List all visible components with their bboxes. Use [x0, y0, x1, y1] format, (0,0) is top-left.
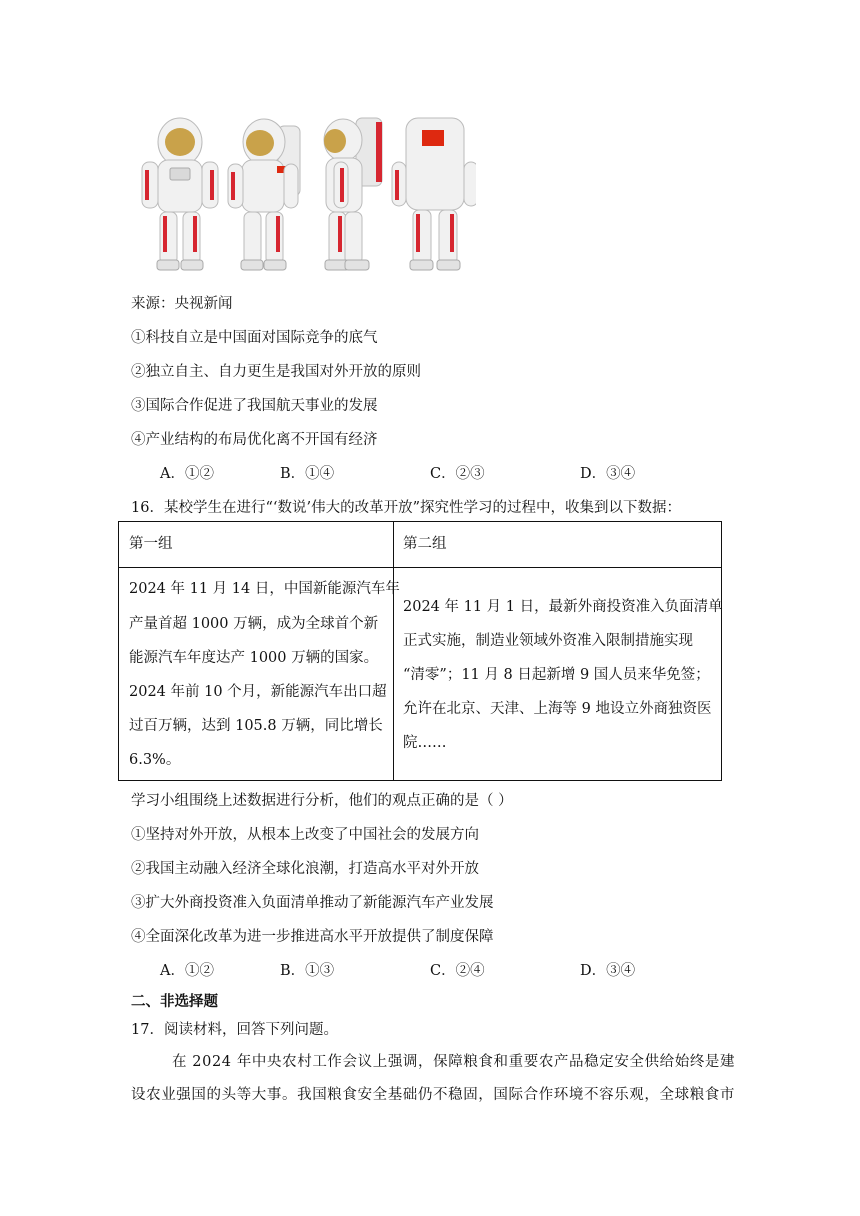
- q17-stem: 17．阅读材料，回答下列问题。: [131, 1022, 338, 1038]
- q15-statement-1: ①科技自立是中国面对国际竞争的底气: [131, 330, 378, 346]
- group2-line-2: 正式实施，制造业领域外资准入限制措施实现: [403, 633, 693, 649]
- table-header-group2: 第二组: [403, 536, 447, 552]
- group2-line-3: “清零”；11 月 8 日起新增 9 国人员来华免签；: [403, 667, 710, 683]
- q16-statement-1: ①坚持对外开放，从根本上改变了中国社会的发展方向: [131, 827, 479, 843]
- q16-option-c[interactable]: C．②④: [430, 963, 485, 979]
- q15-statement-4: ④产业结构的布局优化离不开国有经济: [131, 432, 378, 448]
- q15-option-d[interactable]: D．③④: [580, 466, 636, 482]
- group2-line-5: 院……: [403, 735, 447, 751]
- q16-option-d[interactable]: D．③④: [580, 963, 636, 979]
- q16-statement-2: ②我国主动融入经济全球化浪潮，打造高水平对外开放: [131, 861, 479, 877]
- q16-stem: 16．某校学生在进行“‘数说’伟大的改革开放”探究性学习的过程中，收集到以下数据：: [131, 500, 681, 516]
- q15-statement-2: ②独立自主、自力更生是我国对外开放的原则: [131, 364, 421, 380]
- group1-line-1: 2024 年 11 月 14 日，中国新能源汽车年: [129, 581, 400, 597]
- front-view-suit-icon: [142, 118, 218, 270]
- q16-statement-4: ④全面深化改革为进一步推进高水平开放提供了制度保障: [131, 929, 494, 945]
- group2-line-4: 允许在北京、天津、上海等 9 地设立外商独资医: [403, 701, 712, 717]
- china-flag-icon: [422, 130, 444, 146]
- material-line-1: 在 2024 年中央农村工作会议上强调，保障粮食和重要农产品稳定安全供给始终是建: [172, 1054, 736, 1070]
- q15-option-b[interactable]: B．①④: [280, 466, 335, 482]
- q16-option-a[interactable]: A．①②: [160, 963, 214, 979]
- section-heading: 二、非选择题: [131, 994, 218, 1010]
- back-view-suit-icon: [392, 118, 476, 270]
- side-view-suit-icon: [228, 119, 300, 270]
- q15-option-c[interactable]: C．②③: [430, 466, 485, 482]
- group1-line-3: 能源汽车年度达产 1000 万辆的国家。: [129, 650, 379, 666]
- q16-data-table: [118, 521, 722, 781]
- group1-line-2: 产量首超 1000 万辆，成为全球首个新: [129, 616, 379, 632]
- figure-source: 来源：央视新闻: [131, 296, 233, 312]
- q16-statement-3: ③扩大外商投资准入负面清单推动了新能源汽车产业发展: [131, 895, 494, 911]
- q16-question: 学习小组围绕上述数据进行分析，他们的观点正确的是（ ）: [131, 793, 513, 809]
- spacesuit-figure: [130, 112, 476, 274]
- material-line-2: 设农业强国的头等大事。我国粮食安全基础仍不稳固，国际合作环境不容乐观，全球粮食市: [131, 1087, 735, 1103]
- q15-statement-3: ③国际合作促进了我国航天事业的发展: [131, 398, 378, 414]
- q16-option-b[interactable]: B．①③: [280, 963, 335, 979]
- group1-line-4: 2024 年前 10 个月，新能源汽车出口超: [129, 684, 387, 700]
- group1-line-6: 6.3%。: [129, 752, 181, 768]
- table-header-group1: 第一组: [129, 536, 173, 552]
- left-side-view-suit-icon: [324, 118, 382, 270]
- group2-line-1: 2024 年 11 月 1 日，最新外商投资准入负面清单: [403, 599, 723, 615]
- q15-option-a[interactable]: A．①②: [160, 466, 214, 482]
- group1-line-5: 过百万辆，达到 105.8 万辆，同比增长: [129, 718, 383, 734]
